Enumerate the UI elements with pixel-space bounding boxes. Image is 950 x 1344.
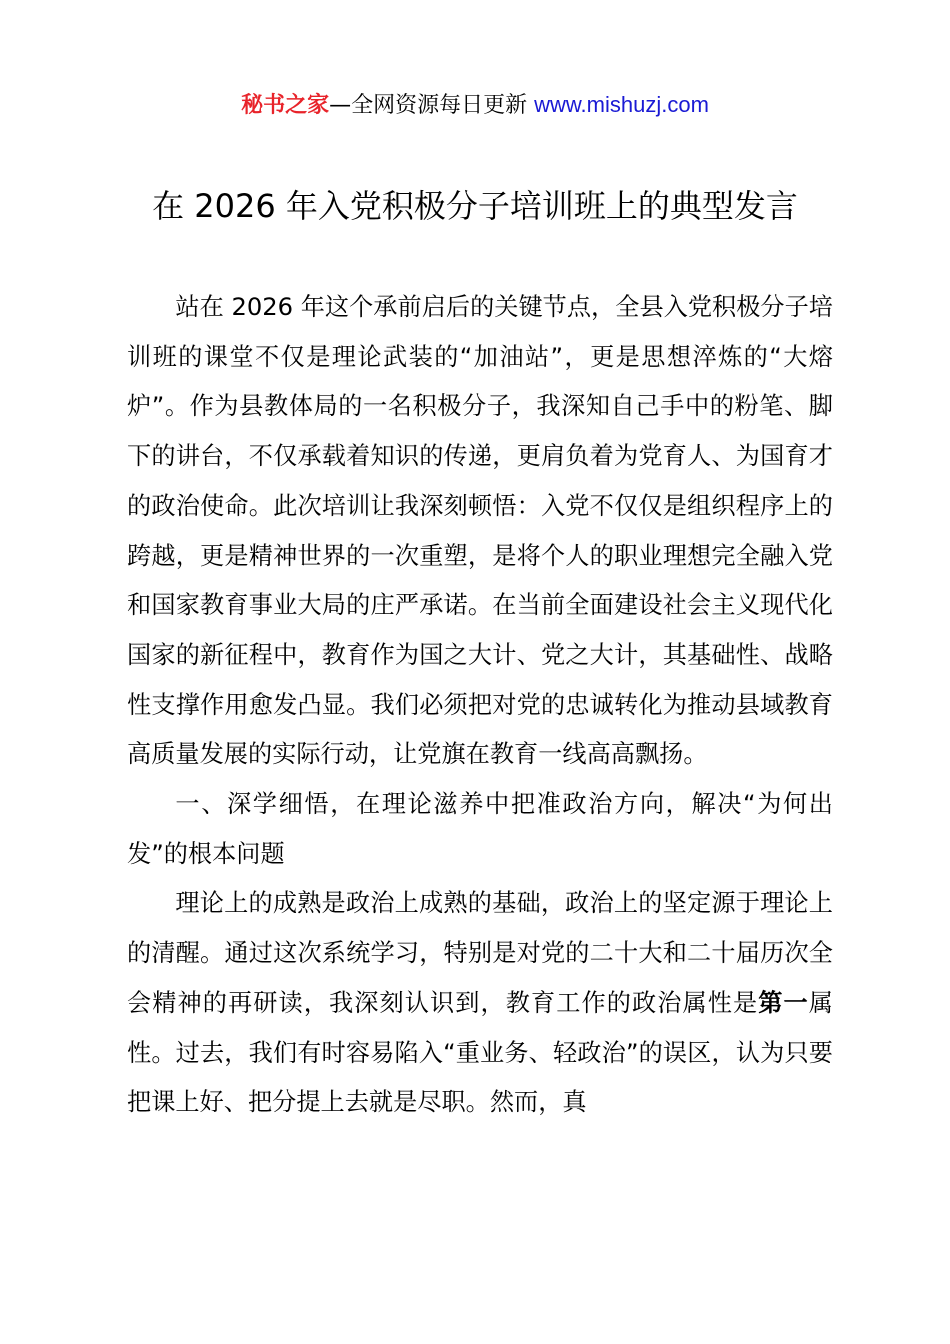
brand-name: 秘书之家: [241, 93, 330, 118]
paragraph-theory-text-start: 理论上的成熟是政治上成熟的基础，政治上的坚定源于理论上的清醒。通过这次系统学习，特别是对党的二十大和二十届历次全会精神的再研读，我深刻认识到，教育工作的政治属性是: [127, 889, 833, 1017]
document-title: 在 2026 年入党积极分子培训班上的典型发言: [152, 187, 798, 225]
site-header: [0, 88, 950, 123]
site-url-link[interactable]: www.mishuzj.com: [534, 92, 709, 117]
paragraph-intro: 站在 2026 年这个承前启后的关键节点，全县入党积极分子培训班的课堂不仅是理论武装的“加油站”，更是思想淬炼的“大熔炉”。作为县教体局的一名积极分子，我深知自己手中的粉笔、脚下的讲台，不仅承载着知识的传递，更肩负着为党育人、为国育才的政治使命。此次培训让我深刻顿悟：入党不仅仅是组织程序上的跨越，更是精神世界的一次重塑，是将个人的职业理想完全融入党和国家教育事业大局的庄严承诺。在当前全面建设社会主义现代化国家的新征程中，教育作为国之大计、党之大计，其基础性、战略性支撑作用愈发凸显。我们必须把对党的忠诚转化为推动县域教育高质量发展的实际行动，让党旗在教育一线高高飘扬。: [127, 293, 833, 769]
section-heading-1: 一、深学细悟，在理论滋养中把准政治方向，解决“为何出发”的根本问题: [127, 790, 833, 868]
header-tagline: —全网资源每日更新: [329, 93, 535, 118]
paragraph-theory-text-end: 属性。过去，我们有时容易陷入“重业务、轻政治”的误区，认为只要把课上好、把分提上去就是尽职。然而，真: [127, 988, 833, 1117]
emphasis-first: 第一: [758, 988, 809, 1017]
paragraph-theory: [127, 879, 833, 1128]
document-body: [127, 283, 833, 1128]
